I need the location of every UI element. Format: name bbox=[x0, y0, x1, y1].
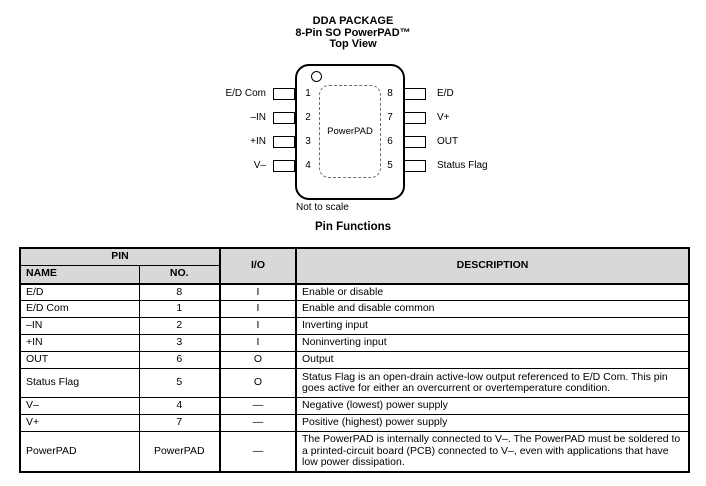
pin-number-8: 8 bbox=[387, 88, 393, 99]
header-no: NO. bbox=[139, 265, 220, 284]
pin-io-cell: I bbox=[220, 301, 296, 318]
table-row-status-flag bbox=[20, 369, 689, 398]
pin-io-cell: I bbox=[220, 318, 296, 335]
pin-description-cell: Noninverting input bbox=[296, 335, 689, 352]
pin-number-1: 1 bbox=[305, 88, 311, 99]
pin-no-cell: 6 bbox=[139, 352, 220, 369]
table-row-out bbox=[20, 352, 689, 369]
pin-label-neg-in: –IN bbox=[250, 112, 266, 123]
pin-label-ed: E/D bbox=[437, 88, 454, 99]
pin-lead-6 bbox=[404, 136, 426, 148]
pin-number-4: 4 bbox=[305, 160, 311, 171]
pin-lead-1 bbox=[273, 88, 295, 100]
pin-name-cell: OUT bbox=[20, 352, 139, 369]
pin-label-v-minus: V– bbox=[253, 160, 266, 171]
pin-io-cell: I bbox=[220, 284, 296, 301]
pin-label-pos-in: +IN bbox=[250, 136, 266, 147]
pin-number-3: 3 bbox=[305, 136, 311, 147]
pin-label-out: OUT bbox=[437, 136, 459, 147]
powerpad-outline bbox=[319, 85, 381, 178]
pin-io-cell: O bbox=[220, 352, 296, 369]
pin-name-cell: E/D Com bbox=[20, 301, 139, 318]
pin1-indicator-circle bbox=[311, 71, 322, 82]
pin-description-cell: Positive (highest) power supply bbox=[296, 415, 689, 432]
pin-no-cell: 1 bbox=[139, 301, 220, 318]
pin-lead-8 bbox=[404, 88, 426, 100]
package-title bbox=[0, 16, 706, 51]
pin-number-7: 7 bbox=[387, 112, 393, 123]
table-row-v-plus bbox=[20, 415, 689, 432]
pin-no-cell: 7 bbox=[139, 415, 220, 432]
pin-name-cell: +IN bbox=[20, 335, 139, 352]
package-title-line3: Top View bbox=[329, 38, 377, 50]
pin-no-cell: 2 bbox=[139, 318, 220, 335]
pin-number-6: 6 bbox=[387, 136, 393, 147]
pin-label-v-plus: V+ bbox=[437, 112, 450, 123]
pin-lead-2 bbox=[273, 112, 295, 124]
table-row-neg-in bbox=[20, 318, 689, 335]
pin-functions-table bbox=[19, 247, 690, 473]
pin-name-cell: V+ bbox=[20, 415, 139, 432]
header-io: I/O bbox=[220, 248, 296, 284]
pin-description-cell: Status Flag is an open-drain active-low output referenced to E/D Com. This pin goes active for either an overcurrent or overtemperature condition. bbox=[296, 369, 689, 398]
header-description: DESCRIPTION bbox=[296, 248, 689, 284]
pin-label-status-flag: Status Flag bbox=[437, 160, 488, 171]
powerpad-label: PowerPAD bbox=[327, 126, 373, 137]
pin-description-cell: Negative (lowest) power supply bbox=[296, 398, 689, 415]
pin-number-5: 5 bbox=[387, 160, 393, 171]
package-title-line2: 8-Pin SO PowerPAD™ bbox=[295, 26, 411, 39]
table-row-pos-in bbox=[20, 335, 689, 352]
pin-name-cell: Status Flag bbox=[20, 369, 139, 398]
pin-name-cell: E/D bbox=[20, 284, 139, 301]
pin-name-cell: PowerPAD bbox=[20, 432, 139, 472]
table-row-powerpad bbox=[20, 432, 689, 472]
header-name: NAME bbox=[20, 265, 139, 284]
pin-io-cell: — bbox=[220, 415, 296, 432]
pin-description-cell: Inverting input bbox=[296, 318, 689, 335]
pin-description-cell: Output bbox=[296, 352, 689, 369]
pin-description-cell: Enable and disable common bbox=[296, 301, 689, 318]
pin-description-cell: Enable or disable bbox=[296, 284, 689, 301]
table-row-ed bbox=[20, 284, 689, 301]
pin-lead-4 bbox=[273, 160, 295, 172]
pin-name-cell: –IN bbox=[20, 318, 139, 335]
pin-number-2: 2 bbox=[305, 112, 311, 123]
pin-functions-title: Pin Functions bbox=[314, 221, 392, 233]
pin-lead-5 bbox=[404, 160, 426, 172]
table-row-v-minus bbox=[20, 398, 689, 415]
pin-no-cell: PowerPAD bbox=[139, 432, 220, 472]
header-pin-group: PIN bbox=[20, 248, 220, 265]
pin-label-ed-com: E/D Com bbox=[225, 88, 266, 99]
not-to-scale-note: Not to scale bbox=[296, 202, 349, 213]
pin-name-cell: V– bbox=[20, 398, 139, 415]
table-row-ed-com bbox=[20, 301, 689, 318]
pin-io-cell: O bbox=[220, 369, 296, 398]
pin-no-cell: 5 bbox=[139, 369, 220, 398]
pin-io-cell: — bbox=[220, 398, 296, 415]
pin-lead-7 bbox=[404, 112, 426, 124]
pin-no-cell: 4 bbox=[139, 398, 220, 415]
pin-no-cell: 3 bbox=[139, 335, 220, 352]
pin-io-cell: I bbox=[220, 335, 296, 352]
package-title-line1: DDA PACKAGE bbox=[312, 15, 394, 27]
pin-lead-3 bbox=[273, 136, 295, 148]
pin-no-cell: 8 bbox=[139, 284, 220, 301]
pin-description-cell: The PowerPAD is internally connected to V–. The PowerPAD must be soldered to a printed-circuit board (PCB) connected to V–, even with applications that have low power dissipation. bbox=[296, 432, 689, 472]
pin-io-cell: — bbox=[220, 432, 296, 472]
